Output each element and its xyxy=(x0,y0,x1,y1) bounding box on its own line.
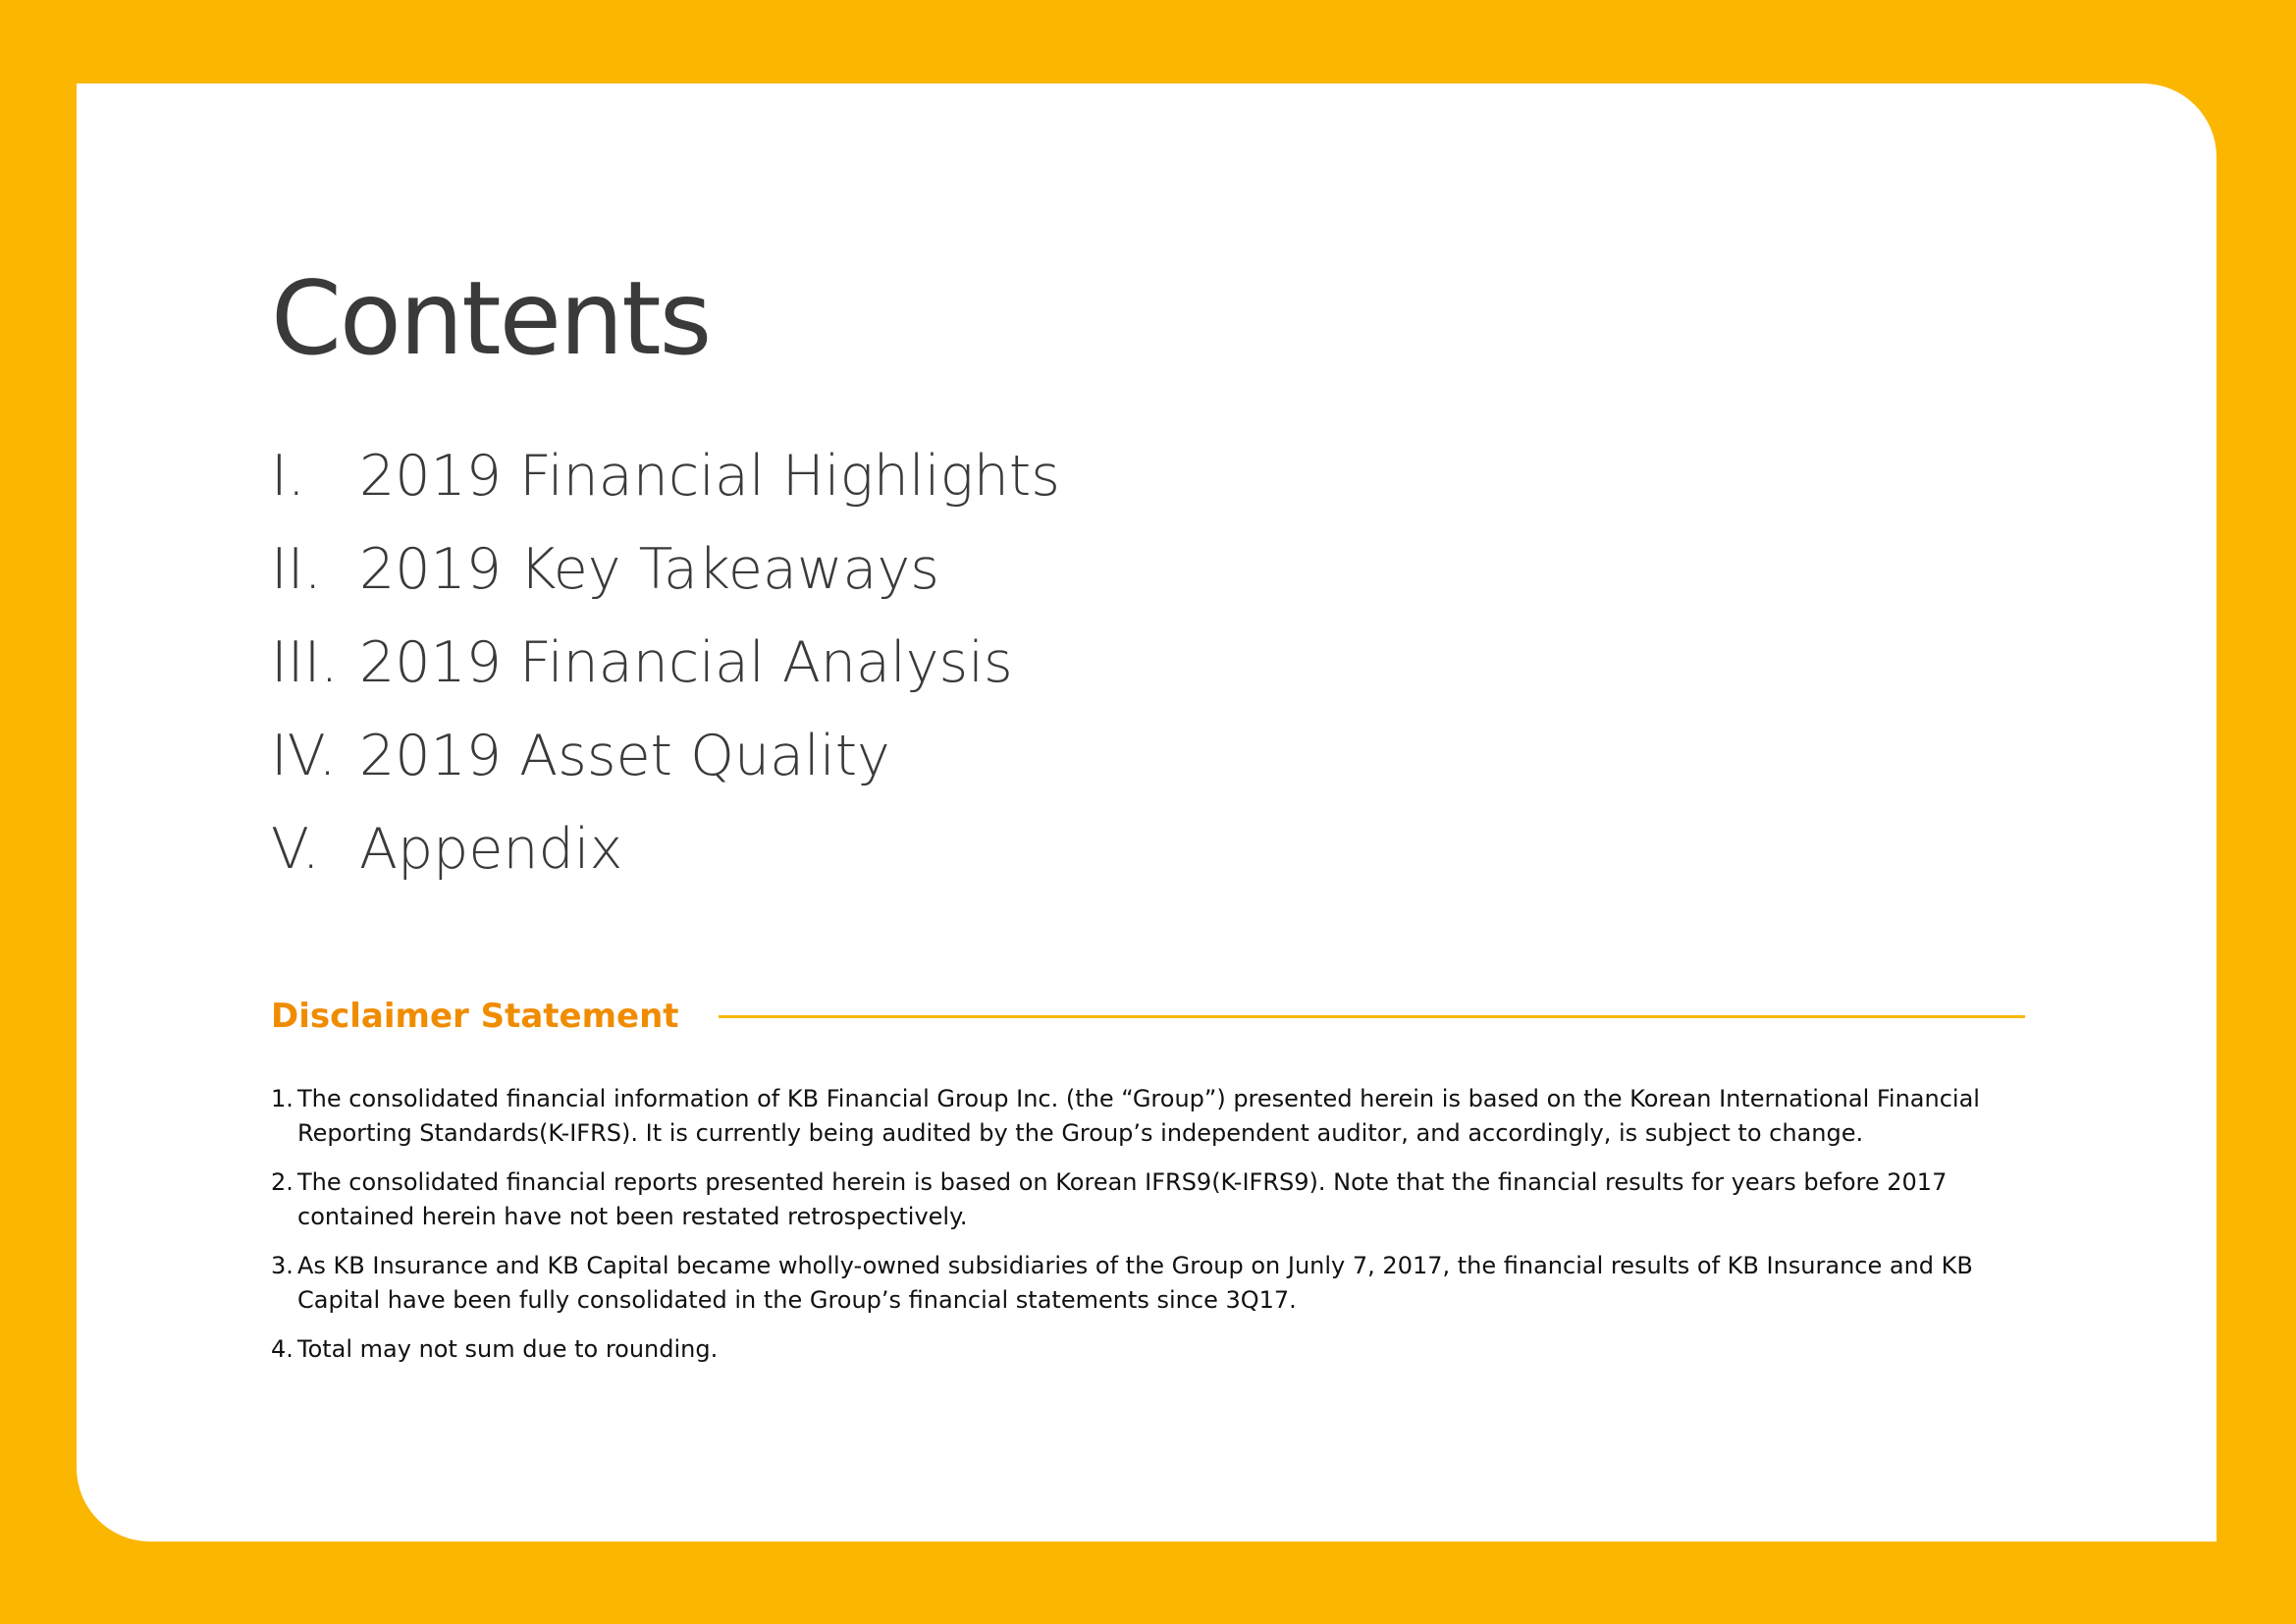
toc-item-label: Appendix xyxy=(359,816,623,882)
toc-item-number: V. xyxy=(271,816,320,882)
note-number: 3. xyxy=(271,1252,294,1279)
toc-item-asset-quality[interactable] xyxy=(271,709,1060,802)
toc-item-label: 2019 Financial Highlights xyxy=(359,443,1060,509)
disclaimer-note xyxy=(271,1165,2038,1234)
toc-item-financial-highlights[interactable] xyxy=(271,429,1060,522)
toc-item-key-takeaways[interactable] xyxy=(271,522,1060,616)
disclaimer-header xyxy=(271,992,2025,1041)
toc-item-label: 2019 Financial Analysis xyxy=(359,629,1013,695)
disclaimer-divider xyxy=(719,1015,2025,1018)
toc-item-number: IV. xyxy=(271,723,337,788)
toc-item-appendix[interactable] xyxy=(271,802,1060,895)
toc-item-number: I. xyxy=(271,443,305,509)
note-text: As KB Insurance and KB Capital became wholly-owned subsidiaries of the Group on Junly 7, 2017, the financial results of KB Insurance and KB Capital have been fully consolidated in the Group’s financial statements since 3Q17. xyxy=(297,1252,1973,1314)
note-text: The consolidated financial reports presented herein is based on Korean IFRS9(K-IFRS9). Note that the financial results for years before 2017 contained herein have not been restated retrospectively. xyxy=(297,1168,1948,1230)
table-of-contents xyxy=(271,429,1060,895)
note-number: 1. xyxy=(271,1085,294,1112)
disclaimer-note xyxy=(271,1332,2038,1367)
disclaimer-title: Disclaimer Statement xyxy=(271,997,679,1036)
disclaimer-notes xyxy=(271,1082,2038,1381)
note-number: 2. xyxy=(271,1168,294,1196)
note-text: The consolidated financial information of KB Financial Group Inc. (the “Group”) presented herein is based on the Korean International Financial Reporting Standards(K-IFRS). It is currently being audited by the Group’s independent auditor, and accordingly, is subject to change. xyxy=(297,1085,1980,1147)
disclaimer-note xyxy=(271,1249,2038,1318)
toc-item-financial-analysis[interactable] xyxy=(271,616,1060,709)
page-title: Contents xyxy=(271,260,711,378)
note-text: Total may not sum due to rounding. xyxy=(297,1335,719,1363)
note-number: 4. xyxy=(271,1335,294,1363)
toc-item-number: III. xyxy=(271,629,339,695)
disclaimer-note xyxy=(271,1082,2038,1151)
toc-item-number: II. xyxy=(271,536,322,602)
toc-item-label: 2019 Asset Quality xyxy=(359,723,890,788)
toc-item-label: 2019 Key Takeaways xyxy=(359,536,939,602)
